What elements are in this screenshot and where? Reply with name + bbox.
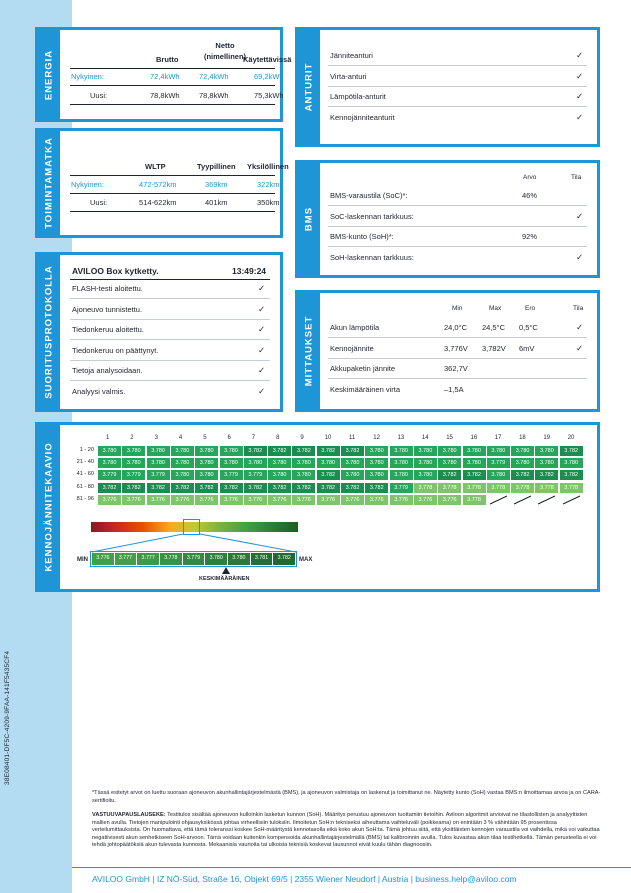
check-icon: ✓ bbox=[576, 70, 584, 81]
check-icon: ✓ bbox=[258, 324, 266, 334]
disclaimer-title: VASTUUVAPAUSLAUSEKE: bbox=[92, 812, 166, 818]
grid-column-number: 19 bbox=[543, 435, 551, 441]
kenno-tab: KENNOJÄNNITEKAAVIO bbox=[43, 442, 55, 572]
bms-row-label: SoH-laskennan tarkkuus: bbox=[330, 252, 414, 262]
cell-voltage: 3.778 bbox=[487, 483, 510, 493]
cell-voltage: 3.780 bbox=[341, 470, 364, 480]
empty-cell-slash bbox=[487, 495, 510, 505]
cell-voltage: 3.780 bbox=[98, 458, 121, 468]
grid-column-number: 14 bbox=[421, 435, 429, 441]
divider bbox=[70, 380, 270, 381]
cell-voltage: 3.782 bbox=[292, 483, 315, 493]
cell-voltage: 3.782 bbox=[535, 470, 558, 480]
cell-voltage: 3.776 bbox=[341, 495, 364, 505]
scale-value: 3.777 bbox=[137, 553, 159, 565]
cell-voltage: 3.778 bbox=[438, 483, 461, 493]
cell-voltage: 3.780 bbox=[487, 470, 510, 480]
cell-voltage: 3.780 bbox=[560, 458, 583, 468]
range-value: 514-622km bbox=[139, 198, 177, 207]
energia-tab: ENERGIA bbox=[43, 49, 55, 100]
cell-voltage: 3.780 bbox=[390, 470, 413, 480]
cell-voltage: 3.780 bbox=[292, 470, 315, 480]
footnote: *Tässä esitetyt arvot on luettu suoraan ajoneuvon akunhallintajärjestelmästä (BMS), ja ajoneuvon valmistaja on laskenut ja toimittanut ne. Näytetty kunto (SoH) vastaa BMS:n ilmoittamaa arvoa ja on CARA-sertifioitu. bbox=[92, 790, 601, 804]
cell-voltage: 3.782 bbox=[292, 446, 315, 456]
cell-voltage: 3.779 bbox=[122, 470, 145, 480]
check-icon: ✓ bbox=[576, 251, 584, 262]
divider bbox=[328, 205, 587, 206]
cell-voltage: 3.780 bbox=[147, 458, 170, 468]
disclaimer-text: Testitulos sisältää ajoneuvon kulloinkin lasketun kunnon (SoH). Määritys perustuu ajoneuvon tuottamiin tietoihin. Aviloon algoritmit arvioivat ne tilastollisten ja analyyttisten mallien avulla. Tietojen manipulointi ohjausyksikössä johtaa virheellisiin tuloksiin. Ilmoitetun SoH:n tekniseksi aiheuttama vaihteluväli (poikkeama) on enintään 3 % vähintään 95 prosentissa verteilumittauksista. On huomattava, että tämä toleranssi koskee SoH-määritystä kennotasolla eikä koko akun SoH:ta. Tämä johtuu siitä, että yksittäisten kennojen varaustila voi vaihdella, mikä voi vaikuttaa negatiivisesti akun senhetkiseen SoH-arvoon. Tämä voidaan kuitenkin kompensoida akunhallintajärjestelmällä (BMS) tai kalibroinnin avulla. Tulos kuvastaa akun tilaa testihetkellä. Tämän perusteella ei voi tehdä johtopäätöksiä akun tulevasta kunnosta. Mekaanisia vaurioita tai ulkoisia teknisiä koskevat lausunnot eivät kuulu tähän diagnoosiin. bbox=[92, 812, 600, 849]
cell-voltage: 3.776 bbox=[438, 495, 461, 505]
mittaukset-tab: MITTAUKSET bbox=[303, 315, 315, 387]
cell-voltage: 3.782 bbox=[220, 483, 243, 493]
col-kaytettavissa: Käytettävissä bbox=[243, 55, 292, 64]
energia-value: 72,4kWh bbox=[150, 72, 180, 81]
sensor-item: Virta-anturi bbox=[330, 71, 367, 81]
toimintamatka-tab: TOIMINTAMATKA bbox=[43, 137, 55, 229]
cell-voltage: 3.780 bbox=[292, 458, 315, 468]
measurement-min: 24,0°C bbox=[444, 323, 468, 332]
grid-column-number: 13 bbox=[397, 435, 405, 441]
grid-row-label: 1 - 20 bbox=[79, 447, 94, 453]
grid-column-number: 1 bbox=[106, 435, 110, 441]
anturit-card bbox=[295, 27, 600, 147]
cell-voltage: 3.780 bbox=[220, 446, 243, 456]
cell-voltage: 3.782 bbox=[560, 470, 583, 480]
bms-row-label: BMS-varaustila (SoC)*: bbox=[330, 191, 408, 200]
average-label: KESKIMÄÄRÄINEN bbox=[199, 576, 250, 582]
scale-value: 3.779 bbox=[183, 553, 205, 565]
cell-voltage: 3.782 bbox=[341, 483, 364, 493]
protocol-step: Ajoneuvo tunnistettu. bbox=[72, 304, 143, 314]
sensor-item: Kennojänniteanturit bbox=[330, 112, 395, 122]
col-wltp: WLTP bbox=[145, 162, 166, 171]
divider bbox=[328, 358, 587, 359]
cell-voltage: 3.782 bbox=[268, 446, 291, 456]
cell-voltage: 3.780 bbox=[220, 458, 243, 468]
divider bbox=[328, 65, 587, 66]
suoritus-tab: SUORITUSPROTOKOLLA bbox=[43, 265, 55, 399]
measurement-min: –1,5A bbox=[444, 384, 464, 394]
cell-voltage: 3.782 bbox=[341, 446, 364, 456]
divider bbox=[328, 378, 587, 379]
bms-tab: BMS bbox=[303, 206, 315, 232]
measurement-label: Keskimääräinen virta bbox=[330, 384, 401, 394]
cell-voltage: 3.780 bbox=[341, 458, 364, 468]
check-icon: ✓ bbox=[576, 322, 584, 332]
measurement-label: Kennojännite bbox=[330, 343, 374, 353]
measurement-max: 24,5°C bbox=[482, 323, 506, 332]
cell-voltage: 3.780 bbox=[195, 458, 218, 468]
check-icon: ✓ bbox=[258, 344, 266, 355]
divider bbox=[328, 246, 587, 247]
cell-voltage: 3.779 bbox=[147, 470, 170, 480]
grid-column-number: 2 bbox=[130, 435, 134, 441]
cell-voltage: 3.778 bbox=[414, 483, 437, 493]
grid-column-number: 10 bbox=[324, 435, 332, 441]
bms-row-value: 92% bbox=[522, 232, 538, 241]
cell-voltage: 3.780 bbox=[171, 470, 194, 480]
grid-column-number: 4 bbox=[178, 435, 183, 441]
scale-value: 3.782 bbox=[273, 553, 295, 565]
cell-voltage: 3.776 bbox=[292, 495, 315, 505]
grid-column-number: 15 bbox=[446, 435, 453, 441]
measurement-min: 3,776V bbox=[444, 343, 468, 353]
col-tila: Tila bbox=[571, 174, 582, 181]
grid-column-number: 20 bbox=[567, 435, 575, 441]
cell-voltage: 3.778 bbox=[560, 483, 583, 493]
cell-voltage: 3.780 bbox=[414, 470, 437, 480]
scale-value: 3.777 bbox=[115, 553, 137, 565]
cell-voltage: 3.780 bbox=[535, 458, 558, 468]
col-ero: Ero bbox=[525, 305, 536, 312]
suoritus-header: AVILOO Box kytketty. bbox=[72, 266, 159, 276]
cell-voltage: 3.780 bbox=[171, 458, 194, 468]
cell-voltage: 3.782 bbox=[244, 446, 267, 456]
suoritus-time: 13:49:24 bbox=[232, 266, 267, 276]
cell-voltage: 3.776 bbox=[268, 495, 291, 505]
col-brutto: Brutto bbox=[156, 55, 179, 64]
cell-voltage: 3.776 bbox=[98, 495, 121, 505]
protocol-step: Tiedonkeruu aloitettu. bbox=[72, 325, 144, 334]
scale-value: 3.780 bbox=[205, 553, 227, 565]
cell-voltage: 3.780 bbox=[390, 446, 413, 456]
cell-voltage: 3.776 bbox=[365, 495, 388, 505]
check-icon: ✓ bbox=[258, 365, 266, 375]
grid-column-number: 17 bbox=[494, 435, 502, 441]
bms-card bbox=[295, 160, 600, 278]
cell-voltage: 3.776 bbox=[317, 495, 340, 505]
company-address: AVILOO GmbH | IZ NÖ-Süd, Straße 16, Objekt 69/5 | 2355 Wiener Neudorf | Austria | business.help@aviloo.com bbox=[92, 874, 517, 884]
cell-voltage: 3.782 bbox=[560, 446, 583, 456]
cell-voltage: 3.780 bbox=[195, 446, 218, 456]
cell-voltage: 3.780 bbox=[414, 446, 437, 456]
cell-voltage: 3.780 bbox=[390, 458, 413, 468]
cell-voltage: 3.780 bbox=[535, 446, 558, 456]
cell-voltage: 3.778 bbox=[463, 483, 486, 493]
document-id: 38E08401-DF5C-4209-9FAA-141F5435CF4 bbox=[4, 650, 11, 785]
cell-voltage: 3.780 bbox=[317, 458, 340, 468]
divider bbox=[328, 86, 587, 87]
protocol-step: FLASH-testi aloitettu. bbox=[72, 284, 143, 293]
cell-voltage: 3.778 bbox=[463, 495, 486, 505]
cell-voltage: 3.782 bbox=[317, 446, 340, 456]
cell-voltage: 3.780 bbox=[511, 446, 534, 456]
grid-column-number: 7 bbox=[251, 435, 256, 441]
protocol-step: Tietoja analysoidaan. bbox=[72, 366, 143, 375]
col-yksilollinen: Yksilöllinen bbox=[247, 162, 289, 171]
cell-voltage: 3.780 bbox=[438, 458, 461, 468]
cell-voltage: 3.779 bbox=[98, 470, 121, 480]
cell-voltage: 3.776 bbox=[147, 495, 170, 505]
grid-row-label: 41 - 60 bbox=[76, 471, 94, 478]
energia-card bbox=[35, 27, 292, 122]
grid-column-number: 8 bbox=[276, 435, 280, 441]
divider bbox=[328, 337, 587, 338]
energia-value: 72,4kWh bbox=[199, 72, 229, 81]
range-value: 472-572km bbox=[139, 180, 177, 189]
cell-voltage: 3.782 bbox=[317, 483, 340, 493]
mittaukset-card bbox=[295, 290, 600, 412]
col-tila: Tila bbox=[573, 305, 584, 312]
cell-voltage: 3.779 bbox=[390, 483, 413, 493]
range-value: 369km bbox=[205, 180, 228, 189]
col-min: Min bbox=[452, 305, 463, 312]
average-marker-icon bbox=[222, 567, 230, 574]
cell-voltage: 3.776 bbox=[171, 495, 194, 505]
cell-voltage: 3.779 bbox=[244, 470, 267, 480]
check-icon: ✓ bbox=[576, 111, 584, 122]
cell-voltage: 3.782 bbox=[98, 483, 121, 493]
measurement-diff: 0,5°C bbox=[519, 323, 538, 332]
cell-voltage: 3.779 bbox=[487, 458, 510, 468]
cell-voltage: 3.780 bbox=[365, 470, 388, 480]
divider bbox=[328, 106, 587, 107]
cell-voltage: 3.780 bbox=[511, 458, 534, 468]
col-max: Max bbox=[489, 305, 502, 312]
scale-max-label: MAX bbox=[299, 557, 313, 563]
disclaimer bbox=[92, 812, 602, 850]
cell-voltage: 3.780 bbox=[147, 446, 170, 456]
scale-value: 3.776 bbox=[92, 553, 114, 565]
measurement-min: 362,7V bbox=[444, 364, 468, 373]
cell-voltage: 3.776 bbox=[195, 495, 218, 505]
sensor-item: Lämpötila-anturit bbox=[330, 92, 386, 101]
check-icon: ✓ bbox=[576, 342, 584, 353]
grid-row-label: 61 - 80 bbox=[76, 483, 94, 490]
scale-value: 3.781 bbox=[251, 553, 273, 565]
grid-column-number: 6 bbox=[227, 435, 231, 441]
scale-value: 3.780 bbox=[228, 553, 250, 565]
anturit-tab: ANTURIT bbox=[303, 62, 315, 112]
scale-min-label: MIN bbox=[77, 557, 88, 563]
empty-cell-slash bbox=[511, 495, 534, 505]
cell-voltage: 3.780 bbox=[171, 446, 194, 456]
empty-cell-slash bbox=[560, 495, 583, 505]
grid-column-number: 3 bbox=[154, 435, 158, 441]
cell-voltage: 3.780 bbox=[463, 446, 486, 456]
energia-value: 69,2kWh bbox=[254, 72, 284, 81]
cell-voltage: 3.782 bbox=[438, 470, 461, 480]
cell-voltage: 3.780 bbox=[122, 458, 145, 468]
cell-voltage: 3.782 bbox=[268, 483, 291, 493]
energia-value: 78,8kWh bbox=[199, 91, 229, 100]
grid-column-number: 5 bbox=[203, 435, 207, 441]
cell-voltage: 3.780 bbox=[463, 458, 486, 468]
cell-voltage: 3.780 bbox=[98, 446, 121, 456]
range-value: 350km bbox=[257, 198, 280, 207]
divider bbox=[70, 298, 270, 299]
divider bbox=[328, 226, 587, 227]
grid-row-label: 81 - 96 bbox=[76, 495, 94, 502]
energia-row-label: Nykyinen: bbox=[71, 72, 104, 81]
cell-voltage: 3.780 bbox=[487, 446, 510, 456]
energia-row-label: Uusi: bbox=[90, 91, 108, 100]
cell-voltage: 3.778 bbox=[511, 483, 534, 493]
cell-voltage: 3.782 bbox=[195, 483, 218, 493]
toimintamatka-card bbox=[35, 128, 289, 238]
col-tyypillinen: Tyypillinen bbox=[197, 162, 236, 171]
scale-value: 3.778 bbox=[160, 553, 182, 565]
range-value: 322km bbox=[257, 180, 280, 189]
grid-column-number: 16 bbox=[470, 435, 478, 441]
grid-row-label: 21 - 40 bbox=[76, 459, 94, 466]
cell-voltage: 3.782 bbox=[122, 483, 145, 493]
bms-row-label: SoC-laskennan tarkkuus: bbox=[330, 211, 414, 221]
cell-voltage: 3.780 bbox=[195, 470, 218, 480]
divider bbox=[70, 360, 270, 361]
cell-voltage: 3.776 bbox=[220, 495, 243, 505]
cell-voltage: 3.782 bbox=[365, 483, 388, 493]
cell-voltage: 3.782 bbox=[463, 470, 486, 480]
scale-values bbox=[90, 551, 297, 567]
range-row-label: Nykyinen: bbox=[71, 180, 104, 189]
bms-row-label: BMS-kunto (SoH)*: bbox=[330, 232, 394, 241]
suoritusprotokolla-card bbox=[35, 252, 283, 412]
grid-column-number: 9 bbox=[300, 435, 304, 441]
cell-voltage: 3.780 bbox=[122, 446, 145, 456]
empty-cell-slash bbox=[535, 495, 558, 505]
col-netto: Netto (nimellinen) bbox=[203, 41, 247, 61]
cell-voltage: 3.780 bbox=[438, 446, 461, 456]
cell-voltage: 3.782 bbox=[244, 483, 267, 493]
cell-voltage: 3.780 bbox=[268, 470, 291, 480]
cell-voltage: 3.782 bbox=[147, 483, 170, 493]
cell-voltage: 3.776 bbox=[390, 495, 413, 505]
grid-column-number: 11 bbox=[349, 435, 356, 441]
check-icon: ✓ bbox=[258, 283, 266, 293]
grid-column-number: 12 bbox=[373, 435, 380, 441]
cell-voltage: 3.780 bbox=[365, 458, 388, 468]
divider bbox=[70, 339, 270, 340]
bms-row-value: 46% bbox=[522, 191, 538, 200]
protocol-step: Analyysi valmis. bbox=[72, 386, 126, 396]
check-icon: ✓ bbox=[258, 303, 266, 314]
cell-voltage: 3.780 bbox=[414, 458, 437, 468]
divider bbox=[70, 319, 270, 320]
check-icon: ✓ bbox=[576, 91, 584, 101]
measurement-label: Akun lämpötila bbox=[330, 323, 380, 332]
check-icon: ✓ bbox=[258, 385, 266, 396]
cell-voltage: 3.782 bbox=[511, 470, 534, 480]
range-row-label: Uusi: bbox=[90, 198, 108, 207]
energia-value: 75,3kWh bbox=[254, 91, 284, 100]
cell-voltage: 3.782 bbox=[171, 483, 194, 493]
measurement-max: 3,782V bbox=[482, 343, 506, 353]
sensor-item: Jänniteanturi bbox=[330, 51, 373, 60]
cell-voltage: 3.776 bbox=[122, 495, 145, 505]
check-icon: ✓ bbox=[576, 50, 584, 60]
measurement-label: Akkupaketin jännite bbox=[330, 364, 396, 373]
energia-value: 78,8kWh bbox=[150, 91, 180, 100]
measurement-diff: 6mV bbox=[519, 343, 535, 353]
cell-voltage: 3.776 bbox=[414, 495, 437, 505]
cell-voltage: 3.780 bbox=[244, 458, 267, 468]
cell-voltage: 3.780 bbox=[268, 458, 291, 468]
cell-voltage: 3.779 bbox=[220, 470, 243, 480]
cell-voltage: 3.782 bbox=[317, 470, 340, 480]
grid-column-number: 18 bbox=[519, 435, 526, 441]
col-arvo: Arvo bbox=[523, 174, 537, 181]
protocol-step: Tiedonkeruu on päättynyt. bbox=[72, 345, 159, 355]
cell-voltage: 3.776 bbox=[244, 495, 267, 505]
cell-voltage: 3.778 bbox=[535, 483, 558, 493]
range-value: 401km bbox=[205, 198, 228, 207]
check-icon: ✓ bbox=[576, 210, 584, 221]
cell-voltage: 3.780 bbox=[365, 446, 388, 456]
